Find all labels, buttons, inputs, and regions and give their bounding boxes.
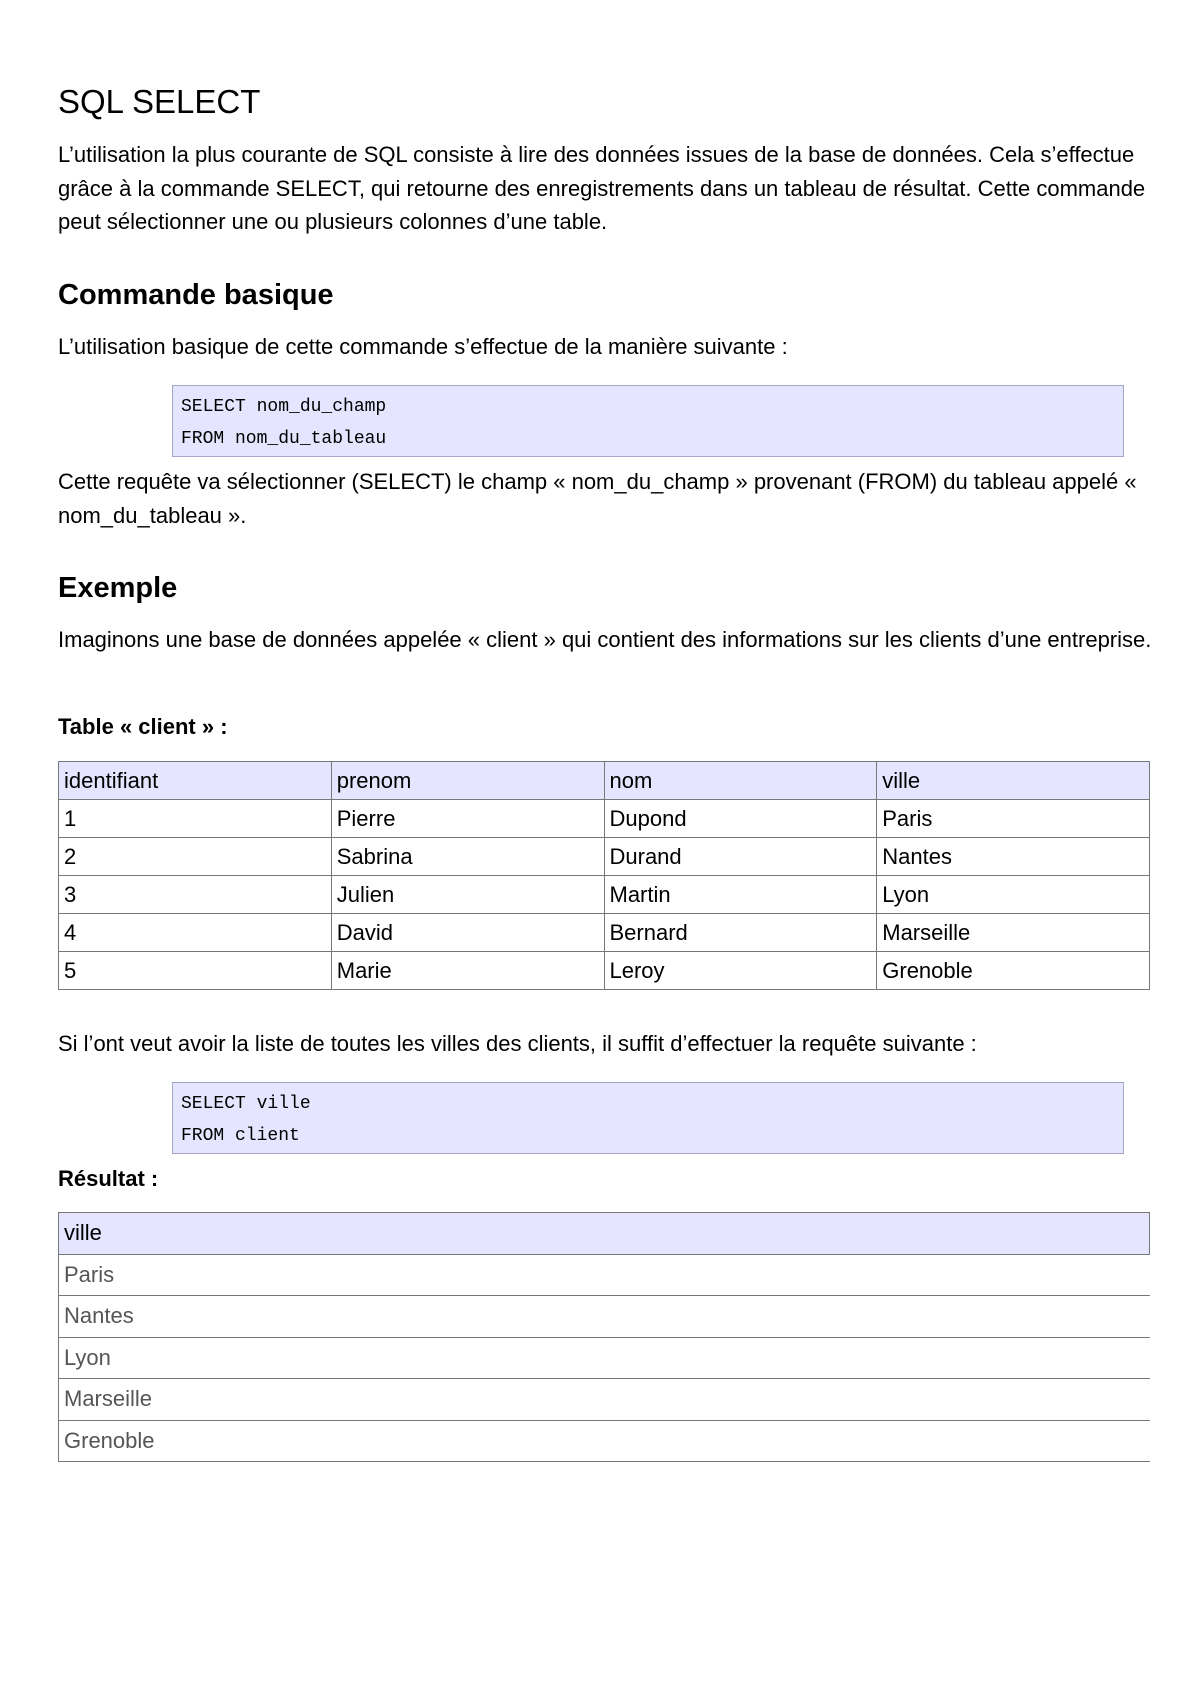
table-row	[59, 952, 1150, 990]
table-row	[59, 800, 1150, 838]
table-cell: 2	[59, 838, 332, 876]
table-cell: Marie	[331, 952, 604, 990]
query-description: Si l’ont veut avoir la liste de toutes les villes des clients, il suffit d’effectuer la requête suivante :	[58, 1031, 977, 1056]
table-cell: 1	[59, 800, 332, 838]
table-cell: Nantes	[59, 1296, 1150, 1338]
table-row	[59, 914, 1150, 952]
table-row	[59, 876, 1150, 914]
table-cell: Lyon	[59, 1337, 1150, 1379]
page-title: SQL SELECT	[58, 83, 261, 120]
basic-description: L’utilisation basique de cette commande s’effectue de la manière suivante :	[58, 334, 788, 359]
table-cell: 5	[59, 952, 332, 990]
table-cell: Nantes	[877, 838, 1150, 876]
column-header: prenom	[331, 762, 604, 800]
code-line: FROM nom_du_tableau	[181, 429, 387, 449]
table-header-row	[59, 762, 1150, 800]
code-line: SELECT nom_du_champ	[181, 397, 387, 417]
basic-explanation: Cette requête va sélectionner (SELECT) le champ « nom_du_champ » provenant (FROM) du tableau appelé « nom_du_tableau ».	[58, 469, 1137, 528]
code-block-example	[172, 1082, 1124, 1154]
table-cell: Paris	[877, 800, 1150, 838]
table-row	[59, 1420, 1150, 1462]
result-table	[58, 1212, 1150, 1462]
table-header-row	[59, 1213, 1150, 1255]
column-header: identifiant	[59, 762, 332, 800]
table-cell: 4	[59, 914, 332, 952]
table-cell: Julien	[331, 876, 604, 914]
table-row	[59, 1337, 1150, 1379]
result-label: Résultat :	[58, 1166, 159, 1191]
table-cell: Marseille	[877, 914, 1150, 952]
table-cell: Paris	[59, 1254, 1150, 1296]
intro-paragraph: L’utilisation la plus courante de SQL consiste à lire des données issues de la base de données. Cela s’effectue grâce à la commande SELECT, qui retourne des enregistrements dans un tableau de résultat. Cette commande peut sélectionner une ou plusieurs colonnes d’une table.	[58, 142, 1146, 234]
example-description: Imaginons une base de données appelée « client » qui contient des informations sur les clients d’une entreprise.	[58, 627, 1152, 652]
heading-commande-basique: Commande basique	[58, 279, 334, 311]
client-table	[58, 761, 1150, 990]
code-line: FROM client	[181, 1126, 300, 1146]
column-header: nom	[604, 762, 877, 800]
table-cell: Dupond	[604, 800, 877, 838]
code-block-basic	[172, 385, 1124, 457]
table-cell: Marseille	[59, 1379, 1150, 1421]
table-cell: Sabrina	[331, 838, 604, 876]
table-row	[59, 1379, 1150, 1421]
table-cell: David	[331, 914, 604, 952]
table-cell: Pierre	[331, 800, 604, 838]
table-row	[59, 1254, 1150, 1296]
table-cell: Martin	[604, 876, 877, 914]
heading-exemple: Exemple	[58, 572, 178, 604]
table-cell: Leroy	[604, 952, 877, 990]
table-cell: Grenoble	[877, 952, 1150, 990]
table-cell: Lyon	[877, 876, 1150, 914]
client-table-label: Table « client » :	[58, 714, 228, 739]
column-header: ville	[59, 1213, 1150, 1255]
table-cell: Durand	[604, 838, 877, 876]
code-line: SELECT ville	[181, 1094, 311, 1114]
table-cell: 3	[59, 876, 332, 914]
column-header: ville	[877, 762, 1150, 800]
table-row	[59, 1296, 1150, 1338]
table-cell: Grenoble	[59, 1420, 1150, 1462]
table-cell: Bernard	[604, 914, 877, 952]
table-row	[59, 838, 1150, 876]
